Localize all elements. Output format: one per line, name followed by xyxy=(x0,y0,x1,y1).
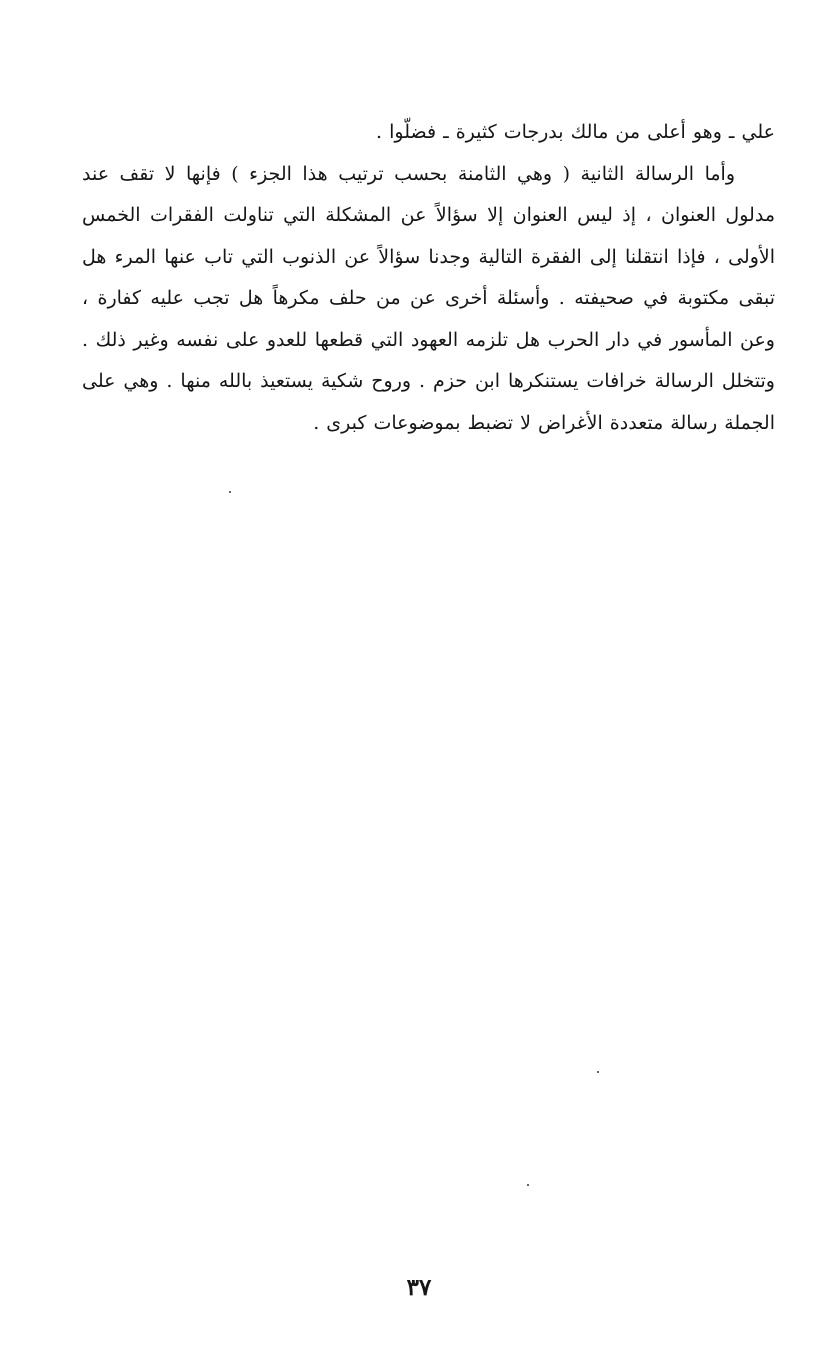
page-number: ٣٧ xyxy=(406,1274,432,1301)
scan-speck xyxy=(597,1071,599,1073)
body-text xyxy=(82,112,775,444)
text-line: مدلول العنوان ، إذ ليس العنوان إلا سؤالاً عن المشكلة التي تناولت الفقرات الخمس xyxy=(82,204,775,226)
text-line: الأولى ، فإذا انتقلنا إلى الفقرة التالية وجدنا سؤالاً عن الذنوب التي تاب عنها المرء هل xyxy=(82,245,775,268)
text-line: وتتخلل الرسالة خرافات يستنكرها ابن حزم . وروح شكية يستعيذ بالله منها . وهي على xyxy=(82,370,775,392)
text-line: الجملة رسالة متعددة الأغراض لا تضبط بموضوعات كبرى . xyxy=(313,411,775,434)
text-line: وأما الرسالة الثانية ( وهي الثامنة بحسب ترتيب هذا الجزء ) فإنها لا تقف عند xyxy=(82,162,735,185)
text-line: وعن المأسور في دار الحرب هل تلزمه العهود التي قطعها للعدو على نفسه وغير ذلك . xyxy=(82,328,775,351)
scan-speck xyxy=(527,1184,529,1186)
scan-speck xyxy=(229,491,231,493)
text-line: علي ـ وهو أعلى من مالك بدرجات كثيرة ـ فضلّوا . xyxy=(376,121,775,143)
text-line: تبقى مكتوبة في صحيفته . وأسئلة أخرى عن من حلف مكرهاً هل تجب عليه كفارة ، xyxy=(82,287,775,309)
